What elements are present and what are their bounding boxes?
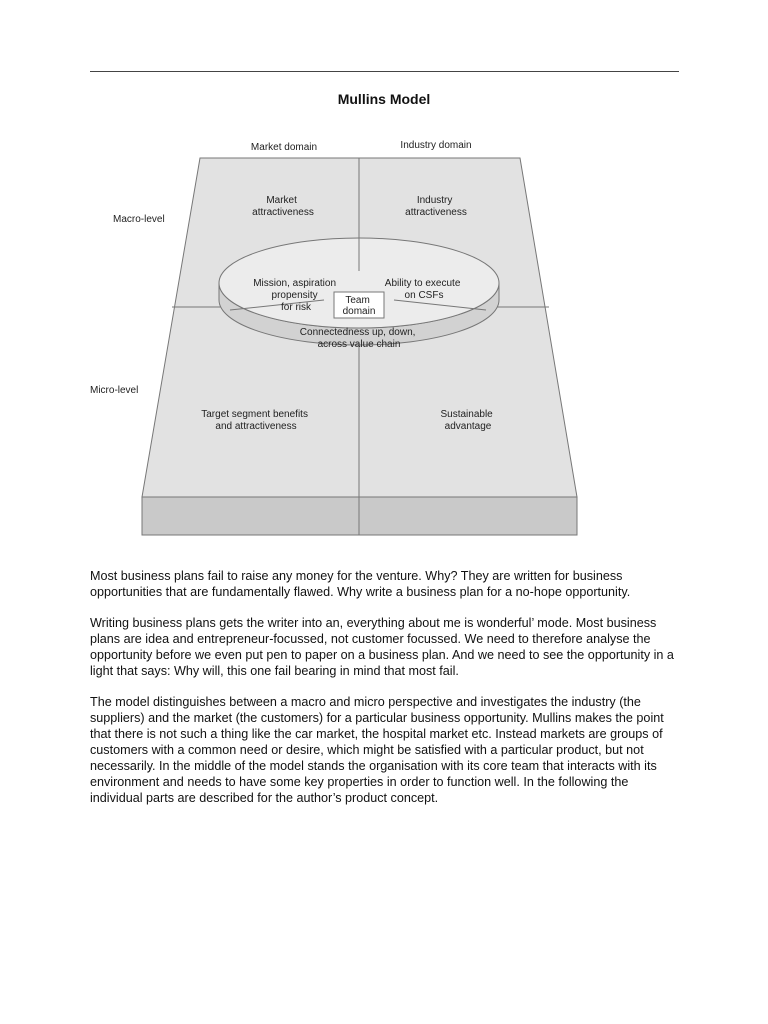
micro-level-label: Micro-level	[90, 385, 139, 396]
paragraph-1: Most business plans fail to raise any money for the venture. Why? They are written for business opportunities that are fundamentally flawed. Why write a business plan for a no-hope opportunity.	[90, 569, 631, 599]
mission-label: Mission, aspiration propensity for risk	[253, 278, 337, 313]
body-text	[90, 568, 680, 821]
macro-level-label: Macro-level	[113, 214, 165, 225]
target-segment-label: Target segment benefits and attractiveness	[201, 409, 308, 432]
market-domain-label: Market domain	[250, 142, 318, 153]
sustainable-advantage-label: Sustainable advantage	[440, 409, 493, 432]
connectedness-label: Connectedness up, down, across value chain	[299, 327, 416, 350]
industry-attractiveness-label: Industry attractiveness	[405, 195, 467, 218]
industry-domain-label: Industry domain	[400, 140, 472, 151]
paragraph-2: Writing business plans gets the writer into an, everything about me is wonderful’ mode. Most business plans are idea and entrepreneur-focussed, not customer focussed. We need to therefore analyse the opportunity before we even put pen to paper on a business plan. And we need to see the opportunity in a light that says: Why will, this one fail bearing in mind that most fail.	[90, 616, 674, 678]
ability-label: Ability to execute on CSFs	[384, 278, 461, 301]
team-domain-label: Team domain	[342, 295, 376, 317]
paragraph-3: The model distinguishes between a macro and micro perspective and investigates the industry (the suppliers) and the market (the customers) for a particular business opportunity. Mullins makes the point that there is not such a thing like the car market, the hospital market etc. Instead markets are groups of customers with a common need or desire, which might be satisfied with a particular product, but not necessarily. In the middle of the model stands the organisation with its core team that interacts with its environment and needs to have some key properties in order to function well. In the following the individual parts are described for the author’s product concept.	[90, 695, 664, 805]
top-rule	[90, 71, 679, 72]
mullins-model-diagram	[80, 130, 600, 540]
page-title: Mullins Model	[337, 91, 431, 107]
market-attractiveness-label: Market attractiveness	[252, 195, 314, 218]
